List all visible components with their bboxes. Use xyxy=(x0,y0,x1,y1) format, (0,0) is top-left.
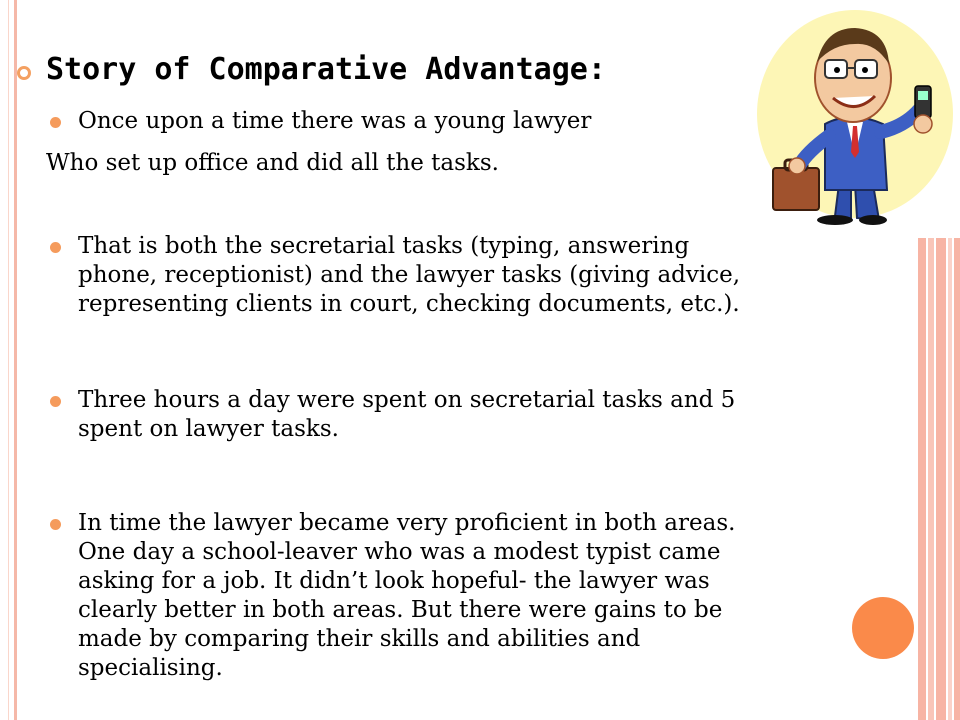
bullet-dot-icon xyxy=(50,519,61,530)
bullet-2-line-1: That is both the secretarial tasks (typing, answering xyxy=(78,233,690,259)
slide-title: Story of Comparative Advantage: xyxy=(46,52,606,87)
plain-text-line: Who set up office and did all the tasks. xyxy=(46,150,499,176)
bullet-4-line-5: made by comparing their skills and abilities and xyxy=(78,626,641,652)
right-decor-stripes xyxy=(918,238,960,720)
title-bullet-icon xyxy=(17,66,31,80)
bullet-3-line-1: Three hours a day were spent on secretarial tasks and 5 xyxy=(78,387,736,413)
left-decor-line-thin xyxy=(8,0,9,720)
bullet-2-line-2: phone, receptionist) and the lawyer tasks (giving advice, xyxy=(78,262,741,288)
bullet-4-line-4: clearly better in both areas. But there were gains to be xyxy=(78,597,723,623)
bullet-1-text: Once upon a time there was a young lawyer xyxy=(78,108,592,134)
bullet-dot-icon xyxy=(50,396,61,407)
bullet-4-line-1: In time the lawyer became very proficient in both areas. xyxy=(78,510,736,536)
businessman-illustration xyxy=(755,6,955,236)
bullet-4-line-6: specialising. xyxy=(78,655,223,681)
bullet-2-line-3: representing clients in court, checking documents, etc.). xyxy=(78,291,740,317)
bullet-dot-icon xyxy=(50,242,61,253)
decor-circle xyxy=(852,597,914,659)
bullet-4-line-3: asking for a job. It didn’t look hopeful- the lawyer was xyxy=(78,568,710,594)
bullet-dot-icon xyxy=(50,117,61,128)
left-decor-line xyxy=(14,0,17,720)
bullet-4-line-2: One day a school-leaver who was a modest typist came xyxy=(78,539,721,565)
bullet-3-line-2: spent on lawyer tasks. xyxy=(78,416,339,442)
